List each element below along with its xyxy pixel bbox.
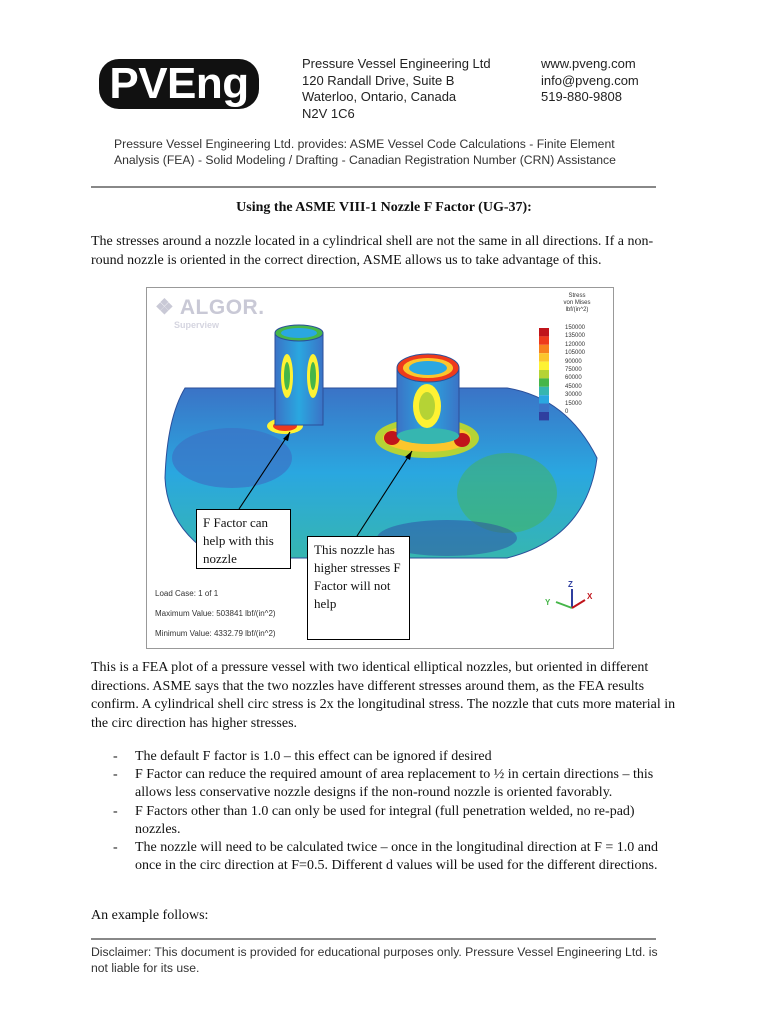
contact-block bbox=[541, 56, 639, 106]
intro-paragraph: The stresses around a nozzle located in a cylindrical shell are not the same in all directions. If a non-round nozzle is oriented in the correct direction, ASME allows us to take advantage of this. bbox=[91, 234, 654, 268]
legend-swatch bbox=[539, 336, 549, 344]
legend-swatch bbox=[539, 328, 549, 336]
list-item: - F Factor can reduce the required amount of area replacement to ½ in certain directions – this allows less conservative nozzle designs if the non-round nozzle is oriented favorably. bbox=[113, 767, 654, 801]
legend-swatch bbox=[539, 378, 549, 386]
pveng-logo: PVEng bbox=[99, 59, 259, 109]
legend-swatch bbox=[539, 345, 549, 353]
legend-swatch bbox=[539, 412, 549, 420]
page-title: Using the ASME VIII-1 Nozzle F Factor (UG-37): bbox=[236, 200, 532, 215]
algor-logo: ❖ ALGOR. bbox=[155, 296, 265, 319]
list-item: - F Factors other than 1.0 can only be used for integral (full penetration welded, no re-pad) nozzles. bbox=[113, 803, 635, 837]
phone-number: 519-880-9808 bbox=[541, 89, 622, 104]
list-item: - The default F factor is 1.0 – this effect can be ignored if desired bbox=[113, 749, 492, 764]
explanation-paragraph: This is a FEA plot of a pressure vessel with two identical elliptical nozzles, but oriented in different directions. ASME says that the two nozzles have different stresses around them, as the FEA results confirm. A cylindrical shell circ stress is 2x the longitudinal stress. The nozzle that cuts more material in the circ direction has higher stresses. bbox=[91, 660, 676, 731]
axis-x-label: X bbox=[587, 592, 593, 601]
legend-value: 105000 bbox=[565, 350, 586, 357]
header-divider bbox=[91, 186, 656, 188]
axis-y-label: Y bbox=[545, 598, 551, 607]
legend-value: 90000 bbox=[565, 358, 582, 365]
legend-swatch bbox=[539, 370, 549, 378]
legend-value: 75000 bbox=[565, 367, 582, 373]
company-name: Pressure Vessel Engineering Ltd bbox=[302, 56, 491, 71]
load-case-label: Load Case: 1 of 1 bbox=[155, 589, 219, 598]
legend-swatch bbox=[539, 353, 549, 361]
legend-value: 45000 bbox=[565, 383, 582, 390]
legend-swatch bbox=[539, 395, 549, 403]
disclaimer-text: Disclaimer: This document is provided for educational purposes only. Pressure Vessel Engineering Ltd. is not liable for its use. bbox=[91, 945, 658, 975]
axis-z-label: Z bbox=[568, 580, 573, 589]
legend-value: 0 bbox=[565, 409, 569, 415]
legend-swatch bbox=[539, 404, 549, 412]
max-value-label: Maximum Value: 503841 lbf/(in^2) bbox=[155, 609, 276, 618]
legend-value: 15000 bbox=[565, 400, 582, 407]
bullet-list bbox=[113, 748, 678, 875]
company-address-block bbox=[302, 56, 491, 122]
legend-value: 30000 bbox=[565, 392, 582, 399]
legend-value: 150000 bbox=[565, 325, 586, 331]
list-item: - The nozzle will need to be calculated twice – once in the longitudinal direction at F = 1.0 and once in the circ direction at F=0.5. Different d values will be used for the different directions. bbox=[113, 840, 659, 874]
superview-label: Superview bbox=[174, 320, 220, 330]
legend-color-bar bbox=[539, 328, 549, 420]
website-link[interactable]: www.pveng.com bbox=[541, 56, 636, 71]
legend-swatch bbox=[539, 362, 549, 370]
legend-title: Stress von Mises lbf/(in^2) bbox=[563, 293, 591, 313]
legend-value: 135000 bbox=[565, 333, 586, 340]
footer-divider bbox=[91, 938, 656, 940]
address-city: Waterloo, Ontario, Canada bbox=[302, 89, 457, 104]
services-description: Pressure Vessel Engineering Ltd. provides: ASME Vessel Code Calculations - Finite Element Analysis (FEA) - Solid Modeling / Drafting - Canadian Registration Number (CRN) Assistance bbox=[114, 137, 616, 167]
example-lead-in: An example follows: bbox=[91, 908, 209, 923]
min-value-label: Minimum Value: 4332.79 lbf/(in^2) bbox=[155, 629, 276, 638]
callout-right-nozzle: This nozzle has higher stresses F Factor will not help bbox=[307, 536, 410, 640]
fea-stress-figure bbox=[146, 287, 614, 649]
legend-value: 120000 bbox=[565, 341, 586, 348]
legend-swatch bbox=[539, 387, 549, 395]
callout-left-nozzle: F Factor can help with this nozzle bbox=[196, 509, 291, 569]
legend-value: 60000 bbox=[565, 375, 582, 382]
address-postal: N2V 1C6 bbox=[302, 105, 355, 121]
email-link[interactable]: info@pveng.com bbox=[541, 72, 639, 88]
address-street: 120 Randall Drive, Suite B bbox=[302, 72, 455, 88]
